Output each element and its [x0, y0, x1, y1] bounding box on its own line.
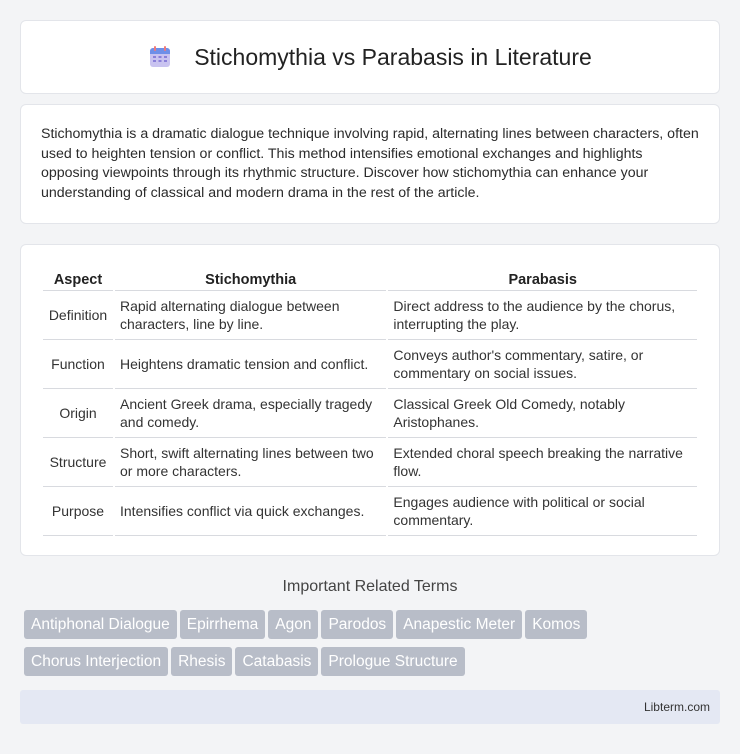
header-parabasis: Parabasis [388, 265, 697, 291]
comparison-card [20, 244, 720, 556]
row-stichomythia: Ancient Greek drama, especially tragedy and comedy. [115, 389, 386, 438]
table-row [43, 389, 697, 438]
related-term-tag[interactable]: Catabasis [235, 647, 318, 676]
related-term-tag[interactable]: Epirrhema [180, 610, 266, 639]
related-term-tag[interactable]: Komos [525, 610, 587, 639]
row-aspect: Structure [43, 438, 113, 487]
row-parabasis: Engages audience with political or social commentary. [388, 487, 697, 536]
row-parabasis: Classical Greek Old Comedy, notably Aristophanes. [388, 389, 697, 438]
related-term-tag[interactable]: Rhesis [171, 647, 232, 676]
row-parabasis: Direct address to the audience by the chorus, interrupting the play. [388, 291, 697, 340]
comparison-table [41, 265, 699, 536]
related-term-tag[interactable]: Parodos [321, 610, 393, 639]
row-aspect: Definition [43, 291, 113, 340]
intro-text: Stichomythia is a dramatic dialogue technique involving rapid, alternating lines between characters, often used to heighten tension or conflict. This method intensifies emotional exchanges and highlights opposing viewpoints through its rhythmic structure. Discover how stichomythia can enhance your understanding of classical and modern drama in the rest of the article. [41, 126, 699, 201]
related-term-tag[interactable]: Prologue Structure [321, 647, 464, 676]
related-term-tag[interactable]: Agon [268, 610, 318, 639]
row-aspect: Function [43, 340, 113, 389]
header-aspect: Aspect [43, 265, 113, 291]
intro-card [20, 104, 720, 224]
row-stichomythia: Intensifies conflict via quick exchanges. [115, 487, 386, 536]
header-stichomythia: Stichomythia [115, 265, 386, 291]
related-terms-list [24, 610, 724, 684]
header-card [20, 20, 720, 94]
table-row [43, 291, 697, 340]
related-term-tag[interactable]: Anapestic Meter [396, 610, 522, 639]
footer [20, 690, 720, 724]
related-term-tag[interactable]: Antiphonal Dialogue [24, 610, 177, 639]
row-aspect: Origin [43, 389, 113, 438]
row-aspect: Purpose [43, 487, 113, 536]
row-parabasis: Extended choral speech breaking the narrative flow. [388, 438, 697, 487]
table-header-row [43, 265, 697, 291]
table-row [43, 487, 697, 536]
calendar-icon [148, 45, 172, 69]
page-title: Stichomythia vs Parabasis in Literature [194, 43, 592, 70]
related-term-tag[interactable]: Chorus Interjection [24, 647, 168, 676]
footer-site-link[interactable]: Libterm.com [643, 700, 710, 714]
table-row [43, 340, 697, 389]
row-stichomythia: Rapid alternating dialogue between characters, line by line. [115, 291, 386, 340]
row-stichomythia: Short, swift alternating lines between two or more characters. [115, 438, 386, 487]
row-stichomythia: Heightens dramatic tension and conflict. [115, 340, 386, 389]
table-row [43, 438, 697, 487]
related-terms-title: Important Related Terms [282, 578, 458, 595]
row-parabasis: Conveys author's commentary, satire, or commentary on social issues. [388, 340, 697, 389]
